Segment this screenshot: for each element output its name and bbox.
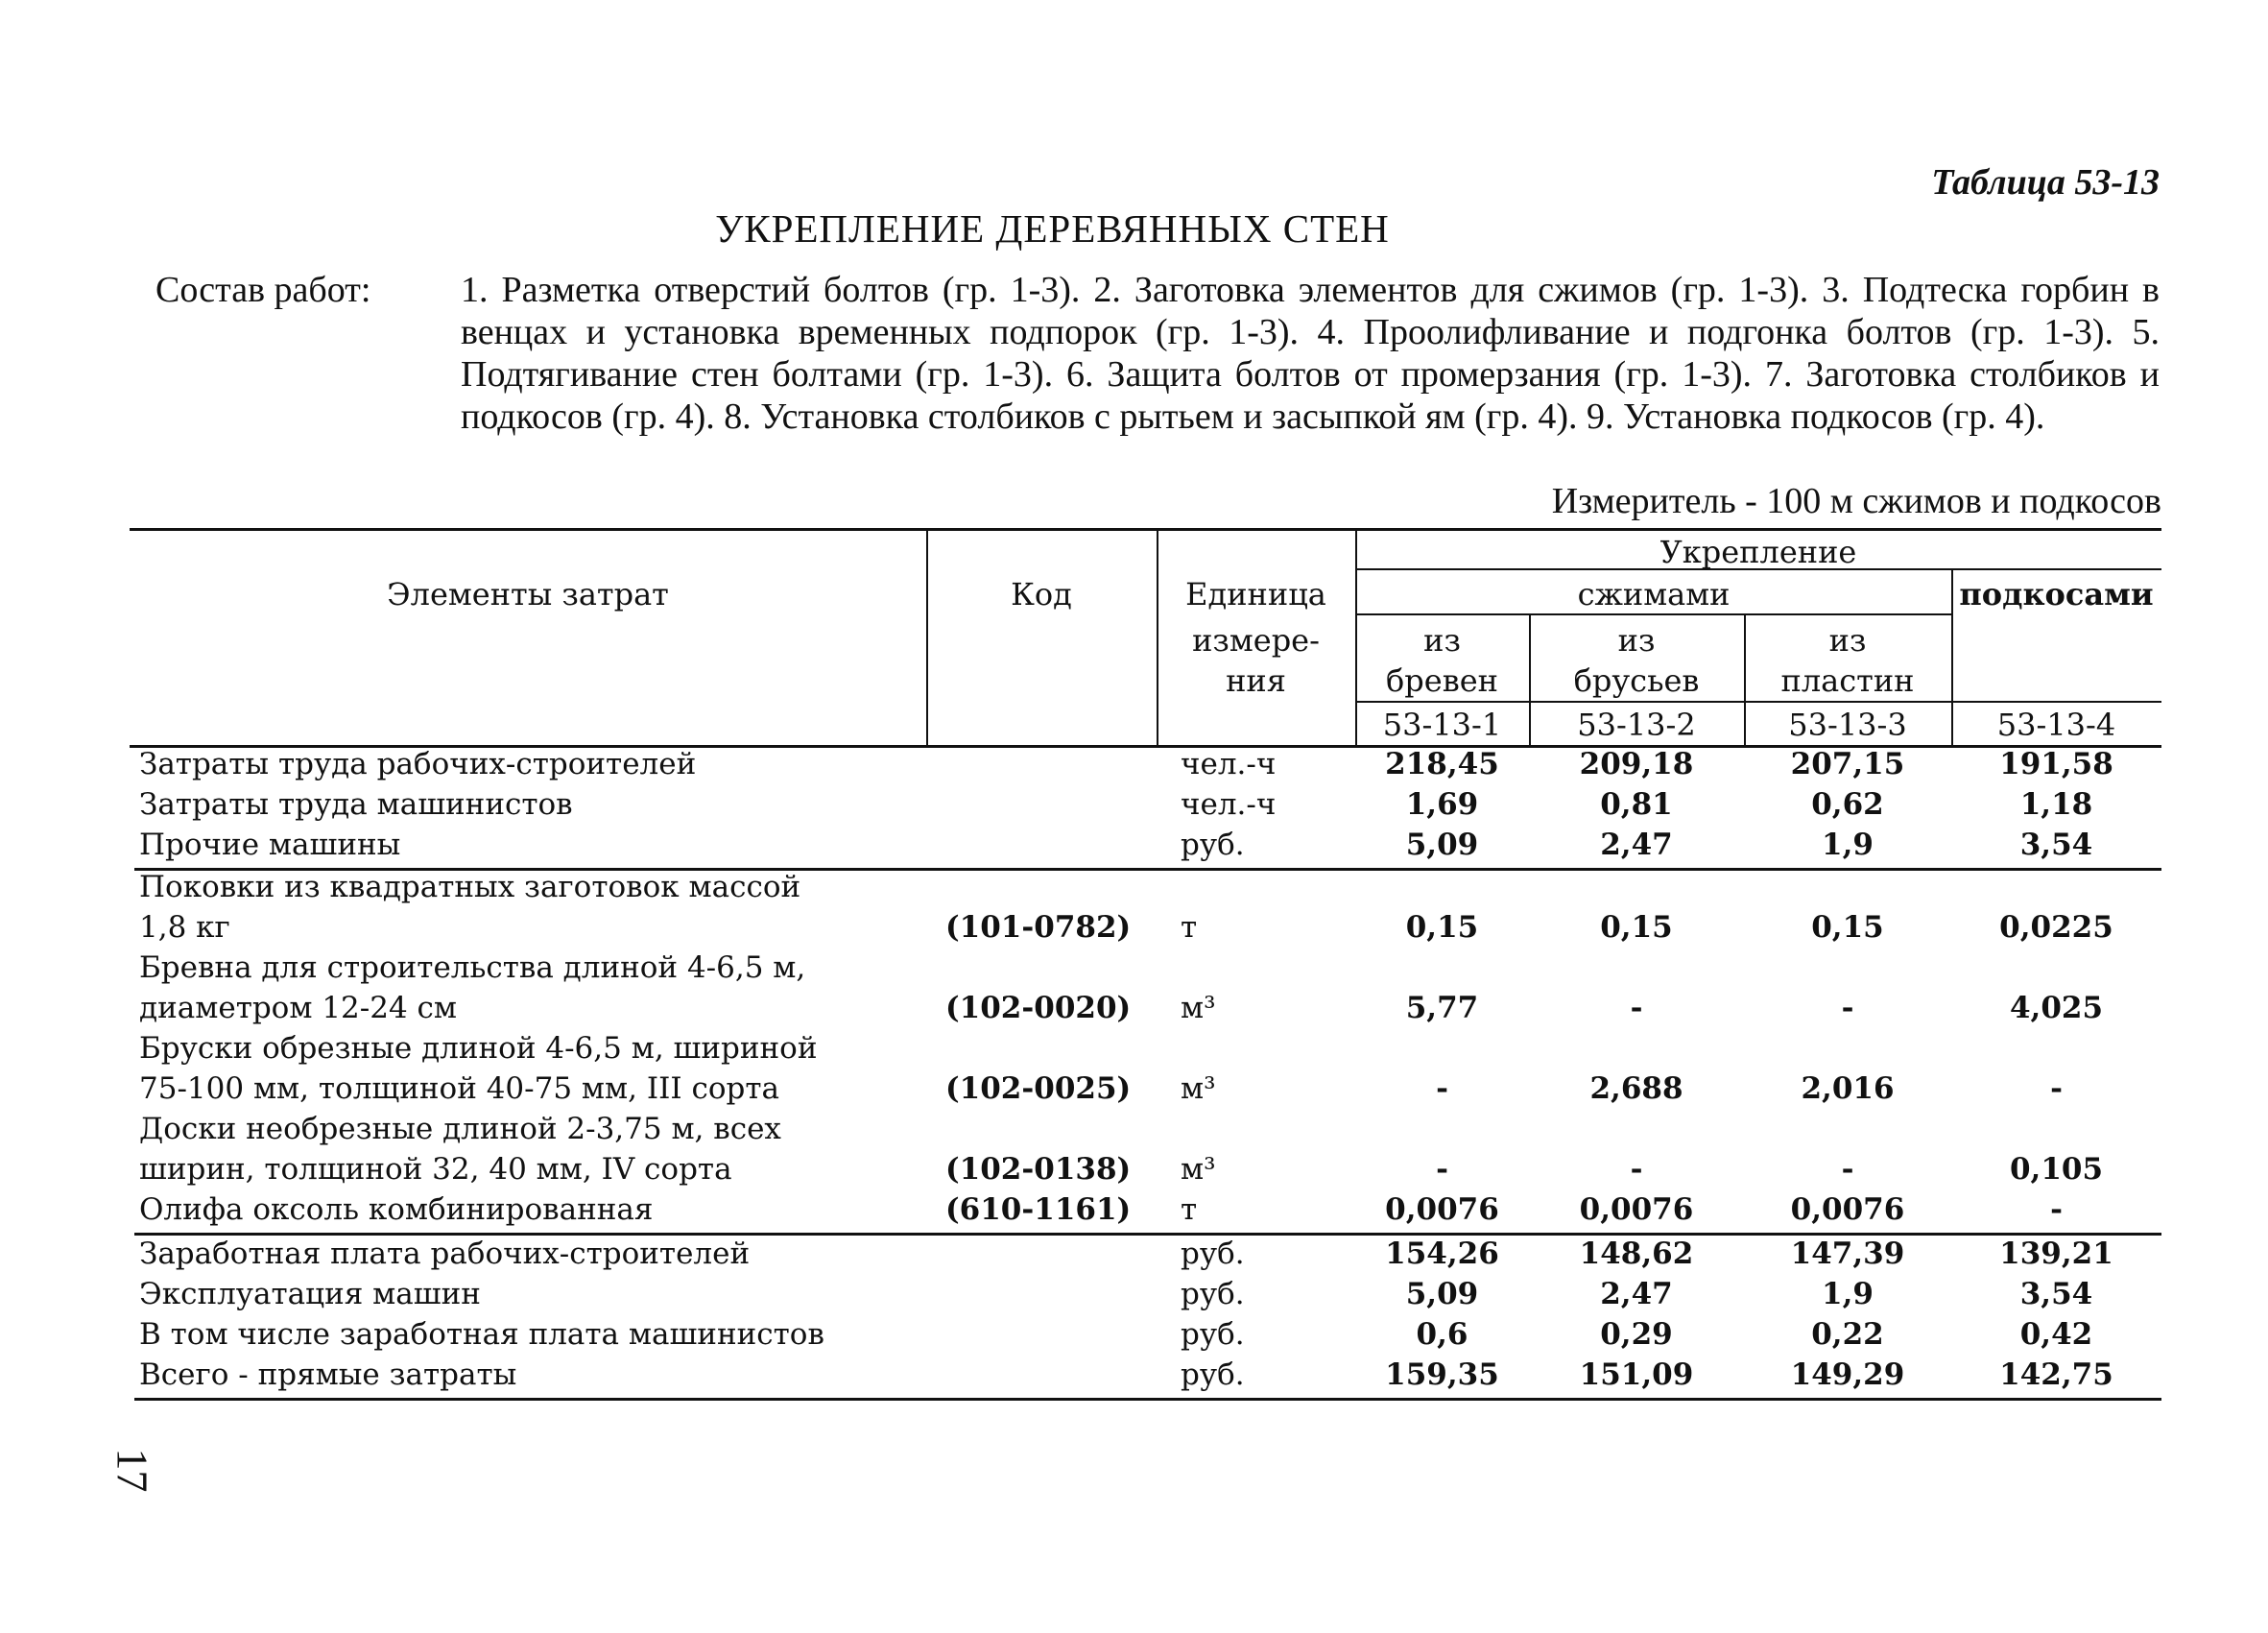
row-name-line: 75-100 мм, толщиной 40-75 мм, III сорта [139,1071,779,1106]
head-col1-b: бревен [1386,662,1498,699]
head-col2-a: из [1617,622,1656,659]
row-name-line: Бревна для строительства длиной 4-6,5 м, [139,950,806,985]
works-description: 1. Разметка отверстий болтов (гр. 1-3). 2. Заготовка элементов для сжимов (гр. 1-3). 3. Подтеска горбин в венцах и установка временных подпорок (гр. 1-3). 4. Проолифливание и подгонка болтов (гр. 1-3). 5. Подтягивание стен болтами (гр. 1-3). 6. Защита болтов от промерзания (гр. 1-3). 7. Заготовка столбиков и подкосов (гр. 4). 8. Установка столбиков с рытьем и засыпкой ям (гр. 4). 9. Установка подкосов (гр. 4). [461,270,2160,437]
row-value: 151,09 [1579,1357,1694,1392]
row-unit: т [1181,1192,1198,1227]
page-number: 17 [107,1448,157,1493]
head-col3-a: из [1828,622,1867,659]
head-code: Код [1011,576,1072,612]
row-unit: м³ [1181,991,1216,1025]
vline-code [926,528,928,747]
row-name-line: В том числе заработная плата машинистов [139,1317,824,1352]
row-name-line: ширин, толщиной 32, 40 мм, IV сорта [139,1152,732,1187]
row-name-line: диаметром 12-24 см [139,991,458,1025]
rule-clamps [1355,613,1952,615]
head-unit-3: ния [1226,662,1286,699]
rule-codes [1355,701,2161,703]
head-unit-1: Единица [1185,576,1326,612]
head-code-1: 53-13-1 [1382,707,1502,743]
row-name-line: Заработная плата рабочих-строителей [139,1237,751,1271]
row-value: 0,15 [1405,910,1479,945]
row-name-line: Доски необрезные длиной 2-3,75 м, всех [139,1112,781,1146]
row-divider [134,1233,2161,1236]
head-code-2: 53-13-2 [1577,707,1696,743]
row-value: 2,47 [1600,828,1673,862]
row-value: - [2050,1071,2063,1106]
row-value: 0,15 [1600,910,1673,945]
row-value: 1,18 [2019,787,2093,822]
head-col2-b: брусьев [1573,662,1700,699]
row-value: 3,54 [2019,1277,2093,1311]
page-title: УКРЕПЛЕНИЕ ДЕРЕВЯННЫХ СТЕН [715,206,1390,251]
row-value: 5,09 [1405,828,1479,862]
row-value: - [1436,1071,1448,1106]
row-value: 0,81 [1600,787,1673,822]
row-unit: т [1181,910,1198,945]
row-value: 159,35 [1385,1357,1499,1392]
row-value: 2,016 [1801,1071,1895,1106]
row-value: 148,62 [1579,1237,1694,1271]
row-unit: руб. [1181,1277,1245,1311]
row-value: 0,15 [1811,910,1884,945]
row-value: 0,105 [2009,1152,2104,1187]
row-value: - [1630,1152,1643,1187]
row-value: 3,54 [2019,828,2093,862]
row-value: 0,29 [1600,1317,1673,1352]
row-value: 2,688 [1589,1071,1683,1106]
row-name-line: Всего - прямые затраты [139,1357,517,1392]
row-unit: руб. [1181,1317,1245,1352]
row-name-line: Затраты труда машинистов [139,787,573,822]
row-value: 142,75 [1999,1357,2113,1392]
row-name-line: Бруски обрезные длиной 4-6,5 м, шириной [139,1031,818,1066]
measure-unit: Измеритель - 100 м сжимов и подкосов [1551,481,2161,521]
head-reinforcement: Укрепление [1659,534,1857,570]
row-code: (102-0138) [945,1152,1132,1187]
row-value: 0,0076 [1790,1192,1905,1227]
works-label: Состав работ: [155,270,371,310]
row-value: - [1841,1152,1854,1187]
table-number: Таблица 53-13 [1931,162,2160,203]
row-name-line: Прочие машины [139,828,401,862]
row-unit: м³ [1181,1071,1216,1106]
row-value: 1,69 [1405,787,1479,822]
row-value: 209,18 [1579,747,1694,781]
row-value: 139,21 [1999,1237,2113,1271]
row-unit: чел.-ч [1181,787,1277,822]
row-value: 149,29 [1790,1357,1905,1392]
head-elements: Элементы затрат [387,576,669,612]
row-unit: руб. [1181,1237,1245,1271]
row-value: 147,39 [1790,1237,1905,1271]
row-divider [134,1398,2161,1401]
row-value: 4,025 [2009,991,2104,1025]
row-value: - [1841,991,1854,1025]
row-value: 218,45 [1385,747,1499,781]
row-unit: руб. [1181,1357,1245,1392]
row-value: - [2050,1192,2063,1227]
head-code-4: 53-13-4 [1996,707,2116,743]
row-value: 0,6 [1416,1317,1468,1352]
head-struts: подкосами [1959,576,2154,612]
row-value: 1,9 [1822,1277,1874,1311]
row-value: - [1436,1152,1448,1187]
rule-top [130,528,2161,531]
row-value: 154,26 [1385,1237,1499,1271]
row-name-line: Олифа оксоль комбинированная [139,1192,654,1227]
row-code: (610-1161) [945,1192,1132,1227]
row-name-line: Затраты труда рабочих-строителей [139,747,697,781]
head-col1-a: из [1423,622,1461,659]
row-name-line: Поковки из квадратных заготовок массой [139,870,801,904]
row-unit: руб. [1181,828,1245,862]
row-unit: чел.-ч [1181,747,1277,781]
row-code: (102-0020) [945,991,1132,1025]
row-value: 191,58 [1999,747,2113,781]
row-unit: м³ [1181,1152,1216,1187]
row-value: 0,0076 [1385,1192,1499,1227]
head-col3-b: пластин [1780,662,1915,699]
row-value: 0,0225 [1999,910,2113,945]
row-value: 5,77 [1405,991,1479,1025]
row-name-line: 1,8 кг [139,910,230,945]
row-value: 0,22 [1811,1317,1884,1352]
row-code: (102-0025) [945,1071,1132,1106]
row-value: 0,62 [1811,787,1884,822]
row-value: 2,47 [1600,1277,1673,1311]
row-value: 0,0076 [1579,1192,1694,1227]
row-value: 0,42 [2019,1317,2093,1352]
head-unit-2: измере- [1192,622,1320,659]
row-value: 207,15 [1790,747,1905,781]
head-code-3: 53-13-3 [1788,707,1907,743]
head-clamps: сжимами [1577,576,1731,612]
row-value: - [1630,991,1643,1025]
row-name-line: Эксплуатация машин [139,1277,481,1311]
row-value: 5,09 [1405,1277,1479,1311]
row-code: (101-0782) [945,910,1132,945]
row-value: 1,9 [1822,828,1874,862]
